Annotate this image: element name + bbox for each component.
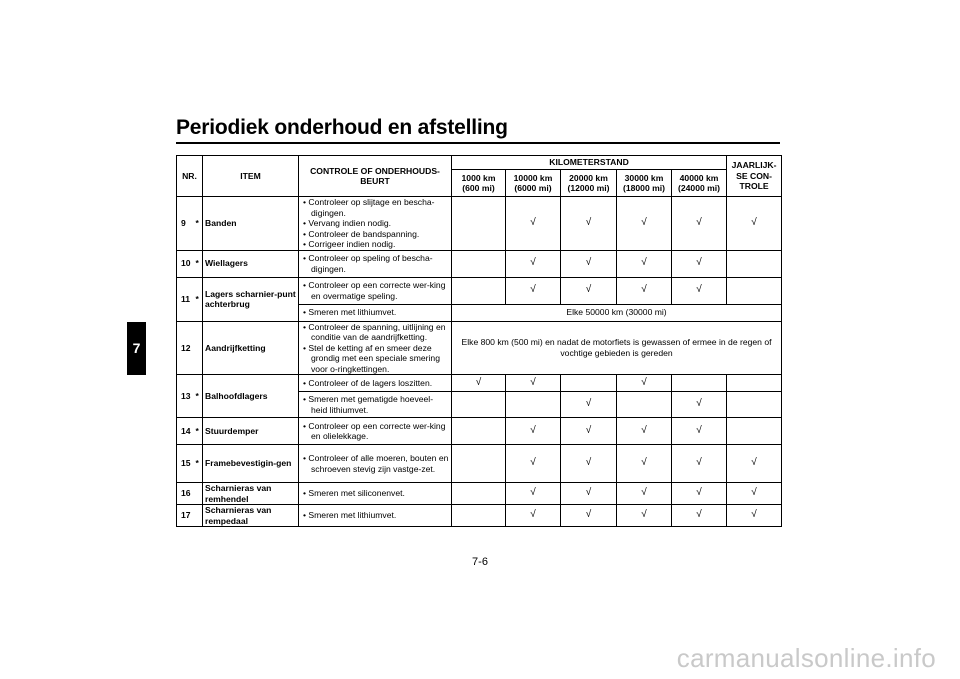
header-nr: NR. — [177, 156, 203, 197]
row-asterisk — [196, 505, 203, 527]
interval-check-cell: √ — [617, 277, 672, 304]
interval-check-cell: √ — [506, 418, 561, 445]
row-asterisk — [196, 483, 203, 505]
table-body — [177, 197, 782, 527]
header-item: ITEM — [203, 156, 299, 197]
row-asterisk — [196, 321, 203, 375]
interval-check-cell: √ — [617, 418, 672, 445]
interval-note: Elke 50000 km (30000 mi) — [452, 304, 782, 321]
interval-check-cell: √ — [617, 445, 672, 483]
interval-check-cell — [452, 505, 506, 527]
annual-check-cell: √ — [727, 505, 782, 527]
row-asterisk: * — [196, 197, 203, 251]
header-kilometerstand: KILOMETERSTAND — [452, 156, 727, 170]
interval-check-cell: √ — [452, 375, 506, 392]
row-asterisk: * — [196, 375, 203, 418]
description-line: • Controleer op een correcte wer-king en overmatige speling. — [303, 280, 446, 301]
table-row — [177, 418, 782, 445]
description-line: • Controleer op speling of bescha-digingen. — [303, 253, 433, 274]
interval-check-cell: √ — [672, 277, 727, 304]
interval-check-cell: √ — [617, 505, 672, 527]
table-row — [177, 505, 782, 527]
interval-note: Elke 800 km (500 mi) en nadat de motorfiets is gewassen of ermee in de regen of vochtige gebieden is gereden — [452, 321, 782, 375]
description-line: • Smeren met siliconenvet. — [303, 488, 405, 499]
interval-check-cell: √ — [672, 197, 727, 251]
row-number: 17 — [177, 505, 196, 527]
header-km-30000: 30000 km (18000 mi) — [617, 170, 672, 197]
interval-check-cell: √ — [561, 483, 617, 505]
table-row — [177, 277, 782, 304]
title-rule — [176, 142, 780, 144]
row-description — [299, 197, 452, 251]
interval-check-cell — [452, 483, 506, 505]
interval-check-cell — [452, 392, 506, 418]
table-row — [177, 321, 782, 375]
row-description — [299, 445, 452, 483]
row-item: Stuurdemper — [203, 418, 299, 445]
description-line: • Controleer op slijtage en bescha-digingen. — [303, 197, 435, 218]
interval-check-cell: √ — [672, 392, 727, 418]
header-km-10000: 10000 km (6000 mi) — [506, 170, 561, 197]
row-description — [299, 321, 452, 375]
table-row — [177, 483, 782, 505]
table-row — [177, 250, 782, 277]
table-row — [177, 197, 782, 251]
interval-check-cell — [617, 392, 672, 418]
table-row — [177, 375, 782, 392]
row-item: Banden — [203, 197, 299, 251]
header-km-1000: 1000 km (600 mi) — [452, 170, 506, 197]
interval-check-cell: √ — [561, 250, 617, 277]
interval-check-cell — [452, 197, 506, 251]
interval-check-cell: √ — [561, 505, 617, 527]
row-number: 12 — [177, 321, 196, 375]
interval-check-cell: √ — [506, 277, 561, 304]
maintenance-table — [176, 155, 782, 527]
row-description — [299, 418, 452, 445]
description-line: • Controleer de spanning, uitlijning en conditie van de aandrijfketting. — [303, 321, 446, 342]
header-controle: CONTROLE OF ONDERHOUDS-BEURT — [299, 156, 452, 197]
interval-check-cell: √ — [506, 445, 561, 483]
interval-check-cell: √ — [561, 418, 617, 445]
row-number: 15 — [177, 445, 196, 483]
chapter-tab: 7 — [127, 322, 146, 375]
row-asterisk: * — [196, 277, 203, 321]
interval-check-cell: √ — [506, 197, 561, 251]
interval-check-cell: √ — [617, 250, 672, 277]
row-number: 11 — [177, 277, 196, 321]
interval-check-cell — [672, 375, 727, 392]
interval-check-cell: √ — [506, 505, 561, 527]
header-km-20000: 20000 km (12000 mi) — [561, 170, 617, 197]
row-item: Lagers scharnier-punt achterbrug — [203, 277, 299, 321]
annual-check-cell: √ — [727, 483, 782, 505]
annual-check-cell — [727, 375, 782, 392]
row-number: 10 — [177, 250, 196, 277]
watermark: carmanualsonline.info — [676, 643, 936, 673]
page-title: Periodiek onderhoud en afstelling — [176, 116, 508, 139]
interval-check-cell: √ — [561, 445, 617, 483]
page-number: 7-6 — [472, 556, 488, 568]
table-row — [177, 445, 782, 483]
interval-check-cell: √ — [672, 505, 727, 527]
interval-check-cell: √ — [672, 418, 727, 445]
row-description — [299, 277, 452, 304]
interval-check-cell: √ — [617, 483, 672, 505]
annual-check-cell — [727, 277, 782, 304]
row-item: Balhoofdlagers — [203, 375, 299, 418]
row-description — [299, 392, 452, 418]
description-line: • Vervang indien nodig. — [303, 218, 392, 228]
row-item: Scharnieras van remhendel — [203, 483, 299, 505]
row-item: Framebevestigin-gen — [203, 445, 299, 483]
interval-check-cell — [561, 375, 617, 392]
row-number: 13 — [177, 375, 196, 418]
interval-check-cell: √ — [672, 445, 727, 483]
annual-check-cell — [727, 418, 782, 445]
interval-check-cell: √ — [617, 197, 672, 251]
interval-check-cell: √ — [672, 483, 727, 505]
row-number: 14 — [177, 418, 196, 445]
description-line: • Controleer of de lagers loszitten. — [303, 377, 433, 388]
description-line: • Smeren met lithiumvet. — [303, 307, 397, 318]
row-asterisk: * — [196, 418, 203, 445]
interval-check-cell: √ — [561, 392, 617, 418]
row-description — [299, 304, 452, 321]
row-item: Scharnieras van rempedaal — [203, 505, 299, 527]
interval-check-cell: √ — [506, 375, 561, 392]
interval-check-cell: √ — [506, 483, 561, 505]
row-description — [299, 505, 452, 527]
row-asterisk: * — [196, 445, 203, 483]
row-number: 9 — [177, 197, 196, 251]
annual-check-cell: √ — [727, 445, 782, 483]
description-line: • Controleer de bandspanning. — [303, 228, 420, 239]
interval-check-cell: √ — [561, 197, 617, 251]
description-line: • Controleer of alle moeren, bouten en schroeven stevig zijn vastge-zet. — [303, 453, 449, 474]
interval-check-cell: √ — [617, 375, 672, 392]
interval-check-cell — [452, 418, 506, 445]
row-item: Aandrijfketting — [203, 321, 299, 375]
row-description — [299, 483, 452, 505]
description-line: • Controleer op een correcte wer-king en olielekkage. — [303, 420, 446, 441]
annual-check-cell — [727, 250, 782, 277]
row-number: 16 — [177, 483, 196, 505]
description-line: • Corrigeer indien nodig. — [303, 239, 396, 249]
row-description — [299, 375, 452, 392]
description-line: • Smeren met gematigde hoeveel-heid lithiumvet. — [303, 394, 434, 415]
description-line: • Stel de ketting af en smeer deze grondig met een speciale smering voor o-ringkettingen. — [303, 342, 440, 374]
row-asterisk: * — [196, 250, 203, 277]
header-jaarlijkse-controle: JAARLIJK-SE CON-TROLE — [727, 156, 782, 197]
interval-check-cell — [506, 392, 561, 418]
row-description — [299, 250, 452, 277]
annual-check-cell: √ — [727, 197, 782, 251]
interval-check-cell — [452, 277, 506, 304]
interval-check-cell — [452, 445, 506, 483]
description-line: • Smeren met lithiumvet. — [303, 510, 397, 521]
header-km-40000: 40000 km (24000 mi) — [672, 170, 727, 197]
row-item: Wiellagers — [203, 250, 299, 277]
interval-check-cell: √ — [506, 250, 561, 277]
annual-check-cell — [727, 392, 782, 418]
interval-check-cell: √ — [561, 277, 617, 304]
interval-check-cell — [452, 250, 506, 277]
interval-check-cell: √ — [672, 250, 727, 277]
